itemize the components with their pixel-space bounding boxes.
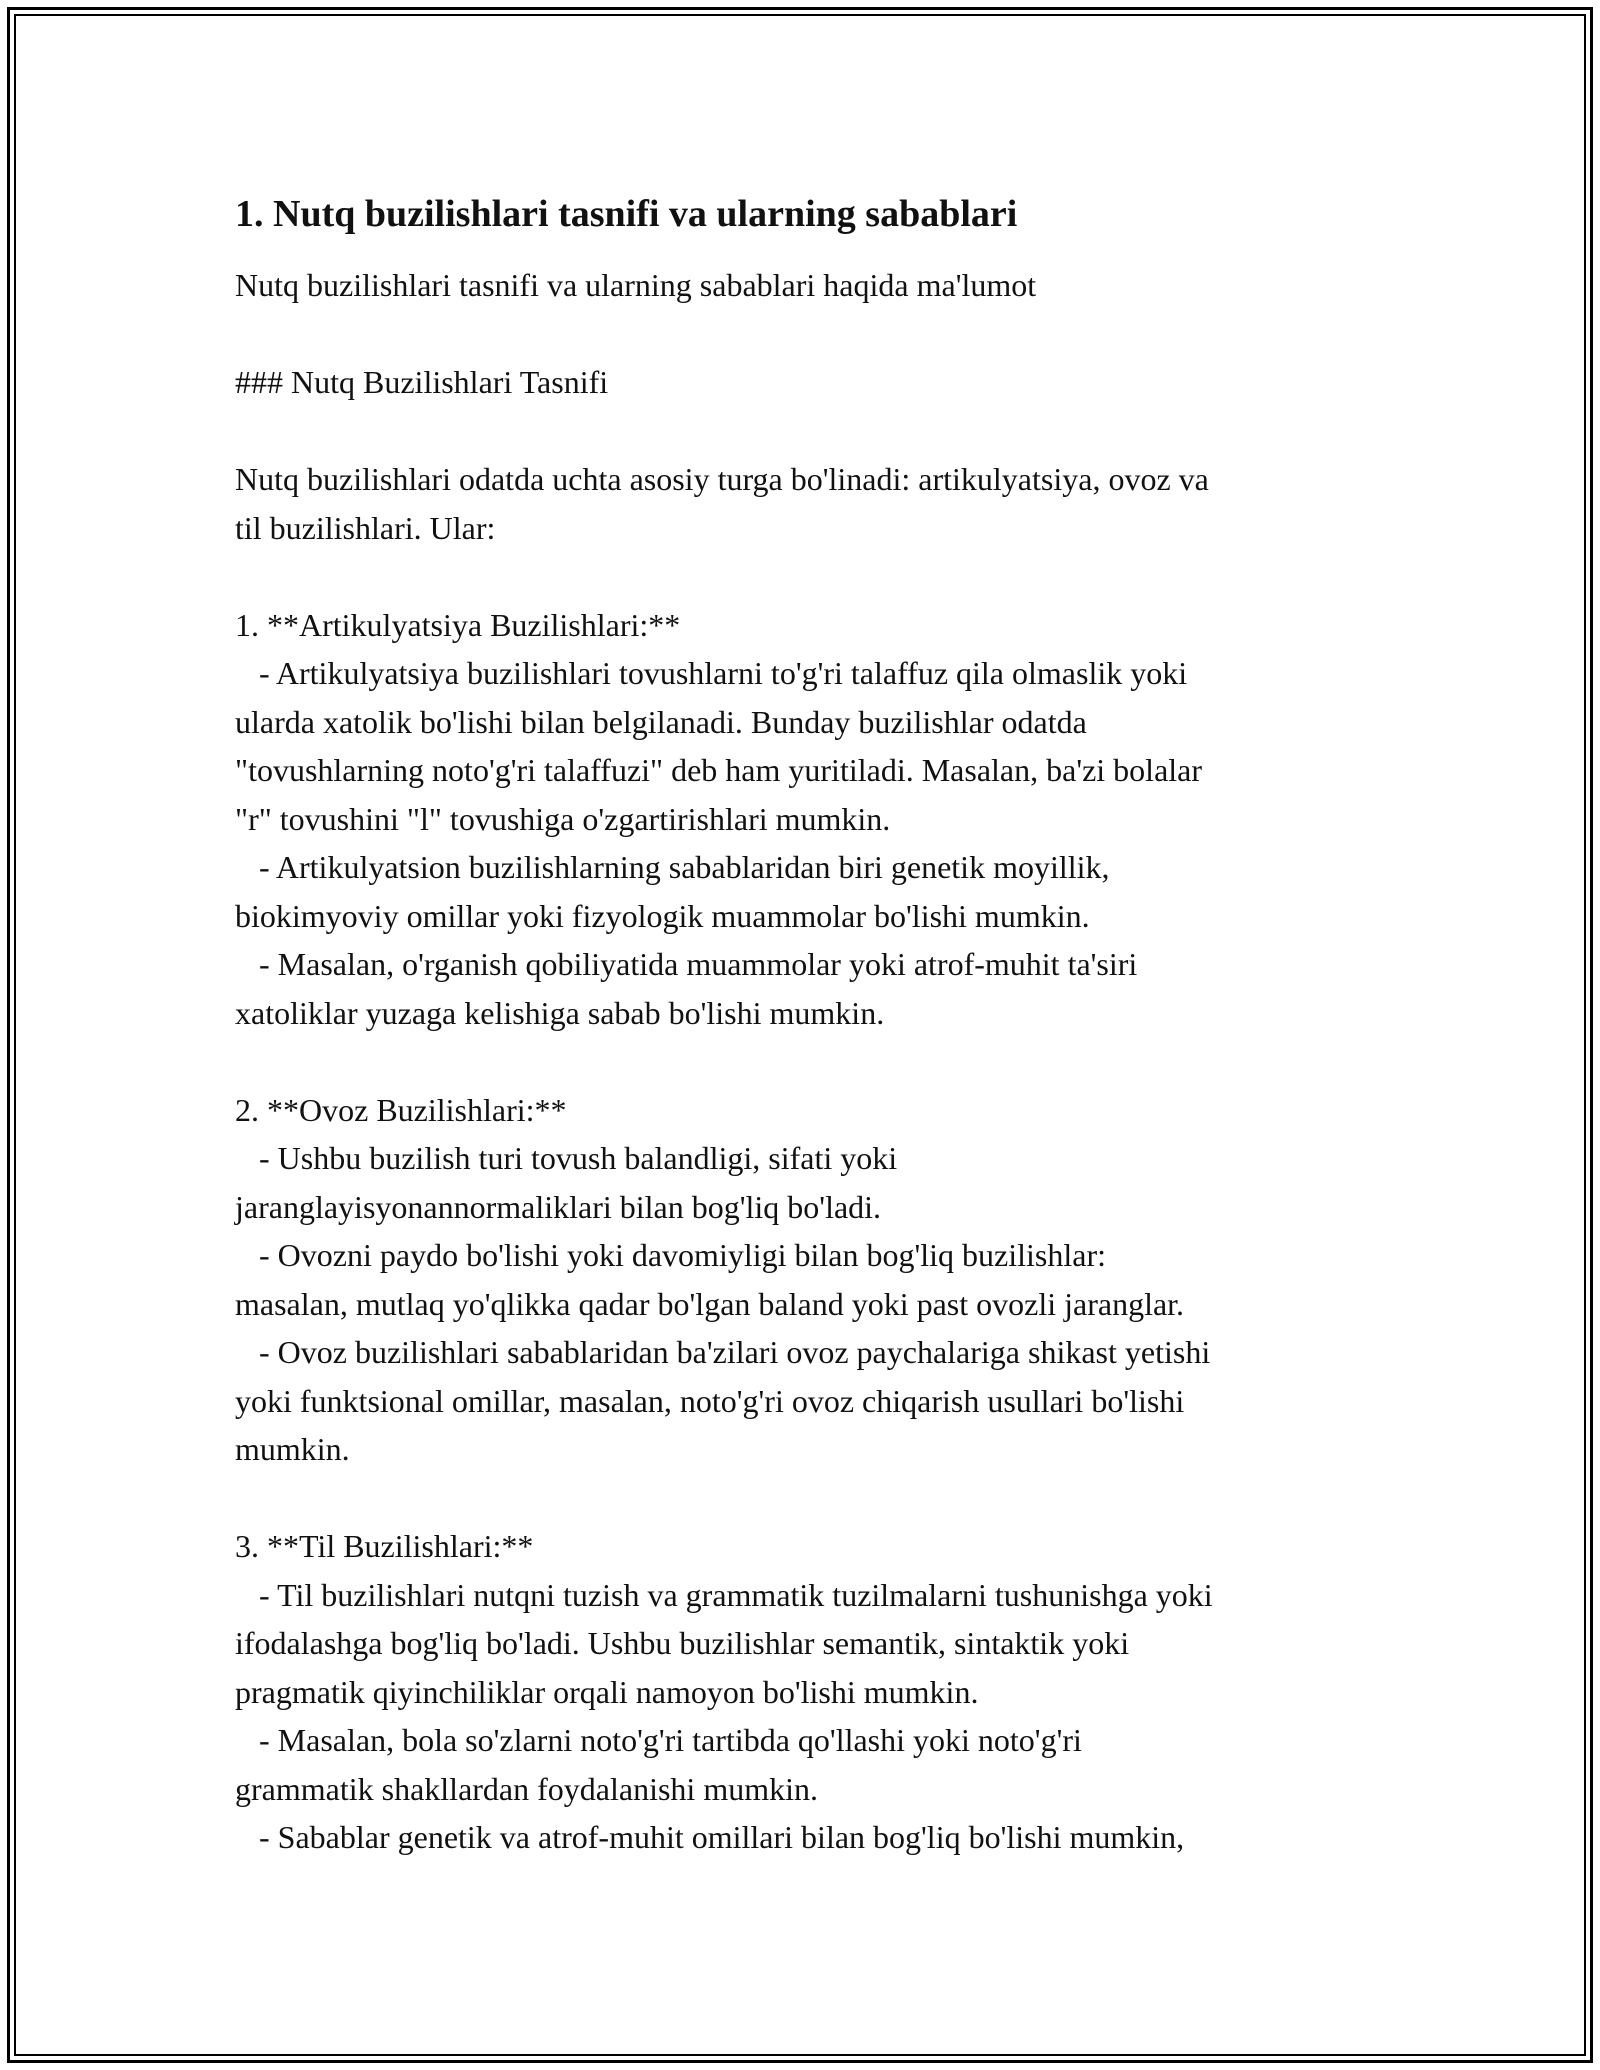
section-language-heading: 3. **Til Buzilishlari:**	[235, 1528, 534, 1564]
spacer	[235, 1037, 1385, 1086]
section-line: pragmatik qiyinchiliklar orqali namoyon bo'lishi mumkin.	[235, 1673, 979, 1710]
section-line: ifodalashga bog'liq bo'ladi. Ushbu buzilishlar semantik, sintaktik yoki	[235, 1625, 1130, 1661]
document-body	[235, 186, 1385, 1862]
section-line: grammatik shakllardan foydalanishi mumkin.	[235, 1770, 818, 1807]
section-line: mumkin.	[235, 1431, 350, 1467]
section-line: - Ovoz buzilishlari sabablaridan ba'zilari ovoz paychalariga shikast yetishi	[235, 1334, 1211, 1370]
section-line: - Ushbu buzilish turi tovush balandligi, sifati yoki	[235, 1140, 898, 1176]
section-line: jaranglayisyonannormaliklari bilan bog'liq bo'ladi.	[235, 1188, 882, 1225]
section-line: - Masalan, bola so'zlarni noto'g'ri tartibda qo'llashi yoki noto'g'ri	[235, 1722, 1082, 1758]
section-articulation	[235, 601, 1385, 1038]
section-voice	[235, 1086, 1385, 1474]
spacer	[235, 310, 1385, 359]
spacer	[235, 1474, 1385, 1523]
section-line: yoki funktsional omillar, masalan, noto'g'ri ovoz chiqarish usullari bo'lishi	[235, 1382, 1185, 1419]
document-title: 1. Nutq buzilishlari tasnifi va ularning sabablari	[235, 193, 1018, 235]
section-articulation-heading: 1. **Artikulyatsiya Buzilishlari:**	[235, 606, 681, 643]
section-line: masalan, mutlaq yo'qlikka qadar bo'lgan baland yoki past ovozli jaranglar.	[235, 1285, 1185, 1322]
intro-paragraph	[235, 455, 1385, 552]
section-line: - Artikulyatsiya buzilishlari tovushlarni to'g'ri talaffuz qila olmaslik yoki	[235, 655, 1188, 691]
section-line: - Sabablar genetik va atrof-muhit omillari bilan bog'liq bo'lishi mumkin,	[235, 1819, 1185, 1855]
document-subtitle: Nutq buzilishlari tasnifi va ularning sabablari haqida ma'lumot	[235, 267, 1037, 303]
section-line: biokimyoviy omillar yoki fizyologik muammolar bo'lishi mumkin.	[235, 897, 1090, 934]
section-voice-heading: 2. **Ovoz Buzilishlari:**	[235, 1091, 567, 1128]
spacer	[235, 552, 1385, 601]
section-line: xatoliklar yuzaga kelishiga sabab bo'lishi mumkin.	[235, 994, 885, 1031]
section-language	[235, 1522, 1385, 1862]
intro-line: til buzilishlari. Ular:	[235, 509, 496, 546]
section-line: - Artikulyatsion buzilishlarning sabablaridan biri genetik moyillik,	[235, 849, 1110, 885]
section-line: "tovushlarning noto'g'ri talaffuzi" deb ham yuritiladi. Masalan, ba'zi bolalar	[235, 752, 1203, 788]
section-line: ularda xatolik bo'lishi bilan belgilanadi. Bunday buzilishlar odatda	[235, 703, 1087, 740]
section-heading: ### Nutq Buzilishlari Tasnifi	[235, 364, 609, 400]
intro-line: Nutq buzilishlari odatda uchta asosiy turga bo'linadi: artikulyatsiya, ovoz va	[235, 461, 1209, 497]
section-line: - Til buzilishlari nutqni tuzish va grammatik tuzilmalarni tushunishga yoki	[235, 1576, 1213, 1613]
section-line: - Masalan, o'rganish qobiliyatida muammolar yoki atrof-muhit ta'siri	[235, 946, 1138, 982]
section-line: - Ovozni paydo bo'lishi yoki davomiyligi bilan bog'liq buzilishlar:	[235, 1237, 1106, 1273]
spacer	[235, 407, 1385, 456]
section-line: "r" tovushini "l" tovushiga o'zgartirishlari mumkin.	[235, 800, 891, 837]
